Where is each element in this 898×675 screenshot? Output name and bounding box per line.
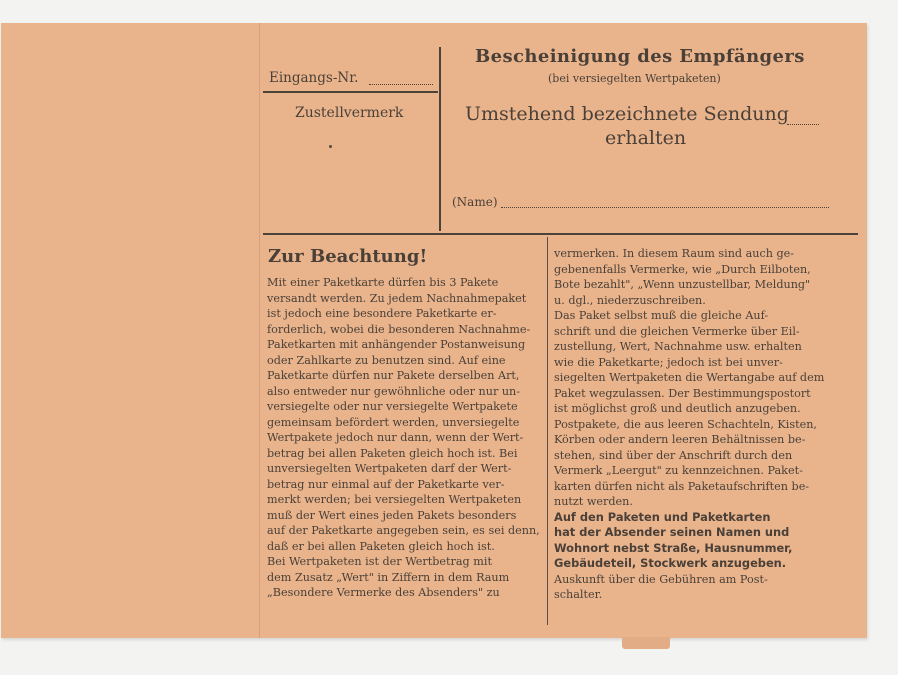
- notice-line: siegelten Wertpaketen die Wertangabe auf dem: [554, 371, 825, 384]
- notice-line: Gebäudeteil, Stockwerk anzugeben.: [554, 556, 787, 570]
- notice-line: gemeinsam befördert werden, unversiegelte: [267, 415, 520, 429]
- notice-line: betrag nur einmal auf der Paketkarte ver-: [267, 477, 505, 491]
- notice-left-column: [267, 275, 543, 601]
- certificate-title: Bescheinigung des Empfängers: [475, 46, 805, 67]
- notice-line: stehen, sind über der Anschrift durch den: [554, 448, 793, 462]
- notice-line: Paket wegzulassen. Der Bestimmungspostort: [554, 386, 811, 400]
- notice-line: Postpakete, die aus leeren Schachteln, Kisten,: [554, 417, 817, 431]
- notice-line: daß er bei allen Paketen gleich hoch ist.: [267, 539, 495, 553]
- certificate-line2: erhalten: [605, 127, 687, 149]
- top-divider: [439, 47, 441, 231]
- name-label: (Name): [452, 195, 498, 209]
- notice-line: Bei Wertpaketen ist der Wertbetrag mit: [267, 555, 492, 568]
- notice-line: hat der Absender seinen Namen und: [554, 525, 790, 539]
- notice-right-column: [554, 246, 830, 603]
- notice-line: Bote bezahlt", „Wenn unzustellbar, Meldung": [554, 278, 811, 291]
- name-dots: [501, 207, 829, 208]
- notice-line: forderlich, wobei die besonderen Nachnahme-: [267, 322, 531, 336]
- notice-line: „Besondere Vermerke des Absenders" zu: [267, 586, 500, 599]
- notice-line: also entweder nur gewöhnliche oder nur un-: [267, 384, 521, 398]
- notice-line: dem Zusatz „Wert" in Ziffern in dem Raum: [267, 570, 510, 584]
- notice-line: Auf den Paketen und Paketkarten: [554, 509, 771, 524]
- notice-line: Auskunft über die Gebühren am Post-: [554, 572, 768, 586]
- notice-line: Körben oder andern leeren Behältnissen be-: [554, 433, 806, 446]
- column-divider: [547, 237, 548, 625]
- notice-line: Wohnort nebst Straße, Hausnummer,: [554, 540, 793, 555]
- notice-line: zustellung, Wert, Nachnahme usw. erhalten: [554, 340, 802, 353]
- certificate-subtitle: (bei versiegelten Wertpaketen): [548, 72, 721, 85]
- fold-line: [259, 23, 260, 638]
- notice-line: ist jedoch eine besondere Paketkarte er-: [267, 307, 497, 320]
- notice-line: oder Zahlkarte zu benutzen sind. Auf eine: [267, 353, 506, 367]
- notice-line: Paketkarten mit anhängender Postanweisung: [267, 338, 526, 351]
- notice-line: gebenenfalls Vermerke, wie „Durch Eilboten,: [554, 262, 811, 276]
- notice-line: versandt werden. Zu jedem Nachnahmepaket: [267, 291, 527, 305]
- notice-line: wie die Paketkarte; jedoch ist bei unver-: [554, 355, 783, 369]
- notice-line: versiegelte oder nur versiegelte Wertpakete: [267, 400, 518, 413]
- notice-line: ist möglichst groß und deutlich anzugeben.: [554, 402, 801, 415]
- parcel-card: [1, 23, 867, 638]
- notice-line: merkt werden; bei versiegelten Wertpaketen: [267, 493, 522, 506]
- notice-line: vermerken. In diesem Raum sind auch ge-: [554, 247, 795, 260]
- zustellvermerk-label: Zustellvermerk: [295, 105, 404, 121]
- notice-line: Das Paket selbst muß die gleiche Auf-: [554, 309, 769, 322]
- certificate-dots: [787, 124, 819, 125]
- notice-line: Mit einer Paketkarte dürfen bis 3 Pakete: [267, 276, 499, 289]
- notice-line: nutzt werden.: [554, 495, 633, 508]
- notice-heading: Zur Beachtung!: [268, 246, 428, 267]
- notice-line: betrag bei allen Paketen gleich hoch ist. Bei: [267, 446, 518, 460]
- notice-line: Vermerk „Leergut" zu kennzeichnen. Paket-: [554, 464, 803, 477]
- eingangs-nr-dots: [369, 84, 433, 85]
- notice-line: karten dürfen nicht als Paketaufschriften be-: [554, 479, 810, 493]
- eingangs-underline: [263, 91, 438, 93]
- notice-line: u. dgl., niederzuschreiben.: [554, 293, 706, 307]
- section-divider: [263, 233, 858, 235]
- dot-mark: [329, 145, 332, 148]
- card-tab: [622, 637, 670, 649]
- certificate-line1: Umstehend bezeichnete Sendung: [465, 103, 789, 125]
- notice-line: unversiegelten Wertpaketen darf der Wert-: [267, 462, 512, 475]
- notice-line: schrift und die gleichen Vermerke über Eil-: [554, 324, 800, 338]
- notice-line: schalter.: [554, 588, 603, 601]
- notice-line: Wertpakete jedoch nur dann, wenn der Wert-: [267, 431, 524, 444]
- notice-line: muß der Wert eines jeden Pakets besonders: [267, 508, 517, 522]
- notice-line: auf der Paketkarte angegeben sein, es sei denn,: [267, 524, 540, 537]
- eingangs-nr-label: Eingangs-Nr.: [269, 70, 359, 86]
- notice-line: Paketkarte dürfen nur Pakete derselben Art,: [267, 369, 520, 382]
